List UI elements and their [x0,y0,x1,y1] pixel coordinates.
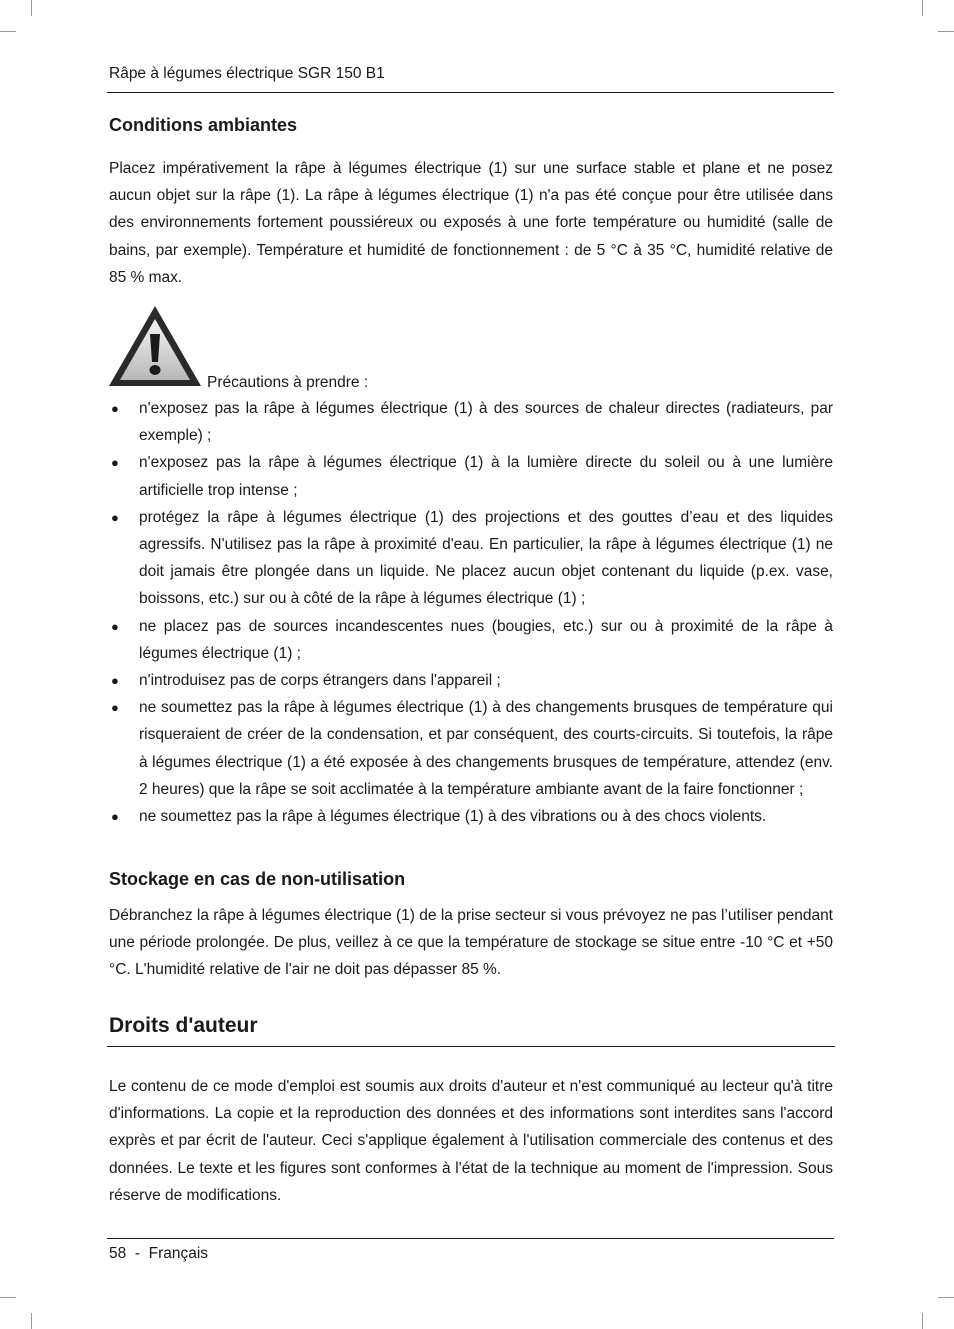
footer-divider [107,1238,834,1239]
bullet-icon: ● [111,509,119,525]
copyright-divider [107,1046,835,1047]
storage-paragraph: Débranchez la râpe à légumes électrique (1) de la prise secteur si vous prévoyez ne pas l’utiliser pendant une période prolongée. De plus, veillez à ce que la température de stockage se situe entre -10 °C et +50 °C. L'humidité relative de l'air ne doit pas dépasser 85 %. [109,907,833,979]
bullet-icon: ● [111,809,119,825]
crop-mark [0,1297,16,1298]
section-heading-conditions: Conditions ambiantes [109,115,298,135]
bullet-icon: ● [111,700,119,716]
crop-mark [0,31,16,32]
list-item-text: ne soumettez pas la râpe à légumes électrique (1) à des vibrations ou à des chocs violents. [139,808,767,826]
crop-mark [938,31,954,32]
crop-mark [31,1313,32,1329]
copyright-paragraph: Le contenu de ce mode d'emploi est soumis aux droits d'auteur et n'est communiqué au lecteur qu'à titre d'informations. La copie et la reproduction des données et des informations sont interdites sans l'accord exprès et par écrit de l'auteur. Ceci s'applique également à l'utilisation commerciale des contenus et des données. Le texte et les figures sont conformes à l'état de la technique au moment de l'impression. Sous réserve de modifications. [109,1078,833,1204]
list-item [109,694,833,803]
list-item-text: n'introduisez pas de corps étrangers dans l'appareil ; [139,672,501,690]
list-item [109,803,833,830]
list-item [109,613,833,667]
section-heading-storage: Stockage en cas de non-utilisation [109,869,406,889]
precautions-list [109,395,833,830]
header-divider [107,92,834,93]
list-item [109,667,833,694]
warning-triangle-icon [107,304,203,388]
list-item [109,449,833,503]
section-heading-copyright: Droits d'auteur [109,1014,258,1037]
list-item [109,395,833,449]
crop-mark [922,0,923,16]
bullet-icon: ● [111,673,119,689]
list-item-text: protégez la râpe à légumes électrique (1) des projections et des gouttes d’eau et des liquides agressifs. N'utilisez pas la râpe à proximité d'eau. En particulier, la râpe à légumes électrique (1) ne doit jamais être plongée dans un liquide. Ne placez aucun objet contenant du liquide (p.ex. vase, boissons, etc.) sur ou à côté de la râpe à légumes électrique (1) ; [139,508,833,608]
list-item-text: ne placez pas de sources incandescentes nues (bougies, etc.) sur ou à proximité de la râpe à légumes électrique (1) ; [139,617,833,662]
bullet-icon: ● [111,401,119,416]
bullet-icon: ● [111,618,119,634]
conditions-paragraph: Placez impérativement la râpe à légumes électrique (1) sur une surface stable et plane et ne posez aucun objet sur la râpe (1). La râpe à légumes électrique (1) n'a pas été conçue pour être utilisée dans des environnements fortement poussiéreux ou exposés à une forte température ou humidité (salle de bains, par exemple). Température et humidité de fonctionnement : de 5 °C à 35 °C, humidité relative de 85 % max. [109,160,833,286]
list-item [109,504,833,613]
list-item-text: n'exposez pas la râpe à légumes électrique (1) à la lumière directe du soleil ou à une lumière artificielle trop intense ; [139,454,833,499]
crop-mark [31,0,32,16]
crop-mark [922,1313,923,1329]
crop-mark [938,1297,954,1298]
list-item-text: ne soumettez pas la râpe à légumes électrique (1) à des changements brusques de température qui risqueraient de créer de la condensation, et par conséquent, des courts-circuits. Si toutefois, la râpe à légumes électrique (1) a été exposée à des changements brusques de température, attendez (env. 2 heures) que la râpe se soit acclimatée à la température ambiante avant de la faire fonctionner ; [139,699,833,798]
warning-label: Précautions à prendre : [207,374,369,391]
bullet-icon: ● [111,455,119,471]
list-item-text: n'exposez pas la râpe à légumes électrique (1) à des sources de chaleur directes (radiateurs, par exemple) ; [139,400,833,445]
page-number-footer: 58 - Français [109,1245,209,1262]
page-header-title: Râpe à légumes électrique SGR 150 B1 [109,65,385,82]
